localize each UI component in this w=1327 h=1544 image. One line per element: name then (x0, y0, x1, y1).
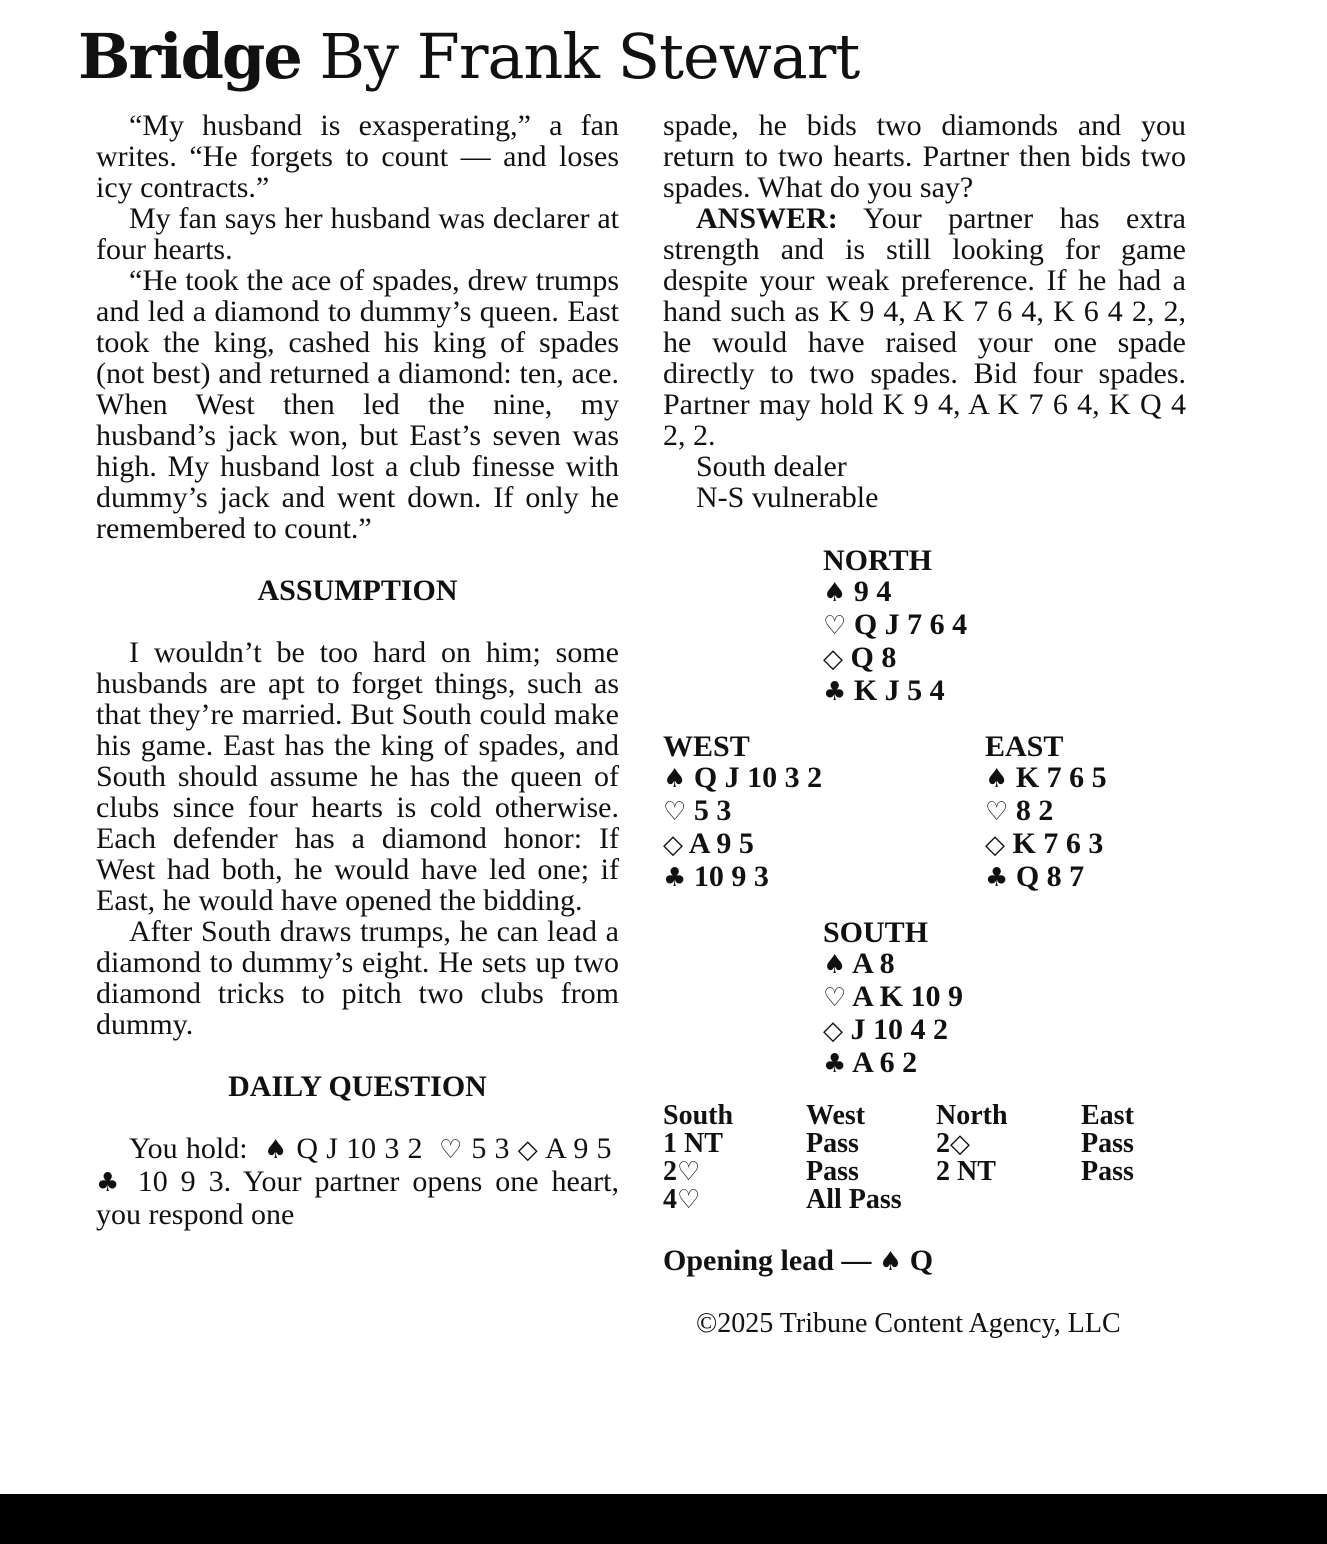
auction-header: West (806, 1100, 866, 1131)
diamond-icon: ◇ (517, 1135, 539, 1165)
club-icon: ♣ (985, 863, 1009, 893)
club-icon: ♣ (823, 1049, 847, 1079)
auction-header: South (663, 1100, 734, 1131)
answer-label: ANSWER: (696, 202, 838, 235)
heart-icon: ♡ (439, 1135, 464, 1165)
bid: 4♡ (663, 1184, 701, 1215)
paragraph: “My husband is exasperating,” a fan writes. “He forgets to count — and loses icy contracts.” (96, 109, 619, 204)
paragraph: I wouldn’t be too hard on him; some husbands are apt to forget things, such as that they’re married. But South could make his game. East has the king of spades, and South should assume he has the queen of clubs since four hearts is cold otherwise. Each defender has a diamond honor: If West had both, he would have led one; if East, he would have opened the bidding. (96, 636, 619, 917)
paragraph: My fan says her husband was declarer at four hearts. (96, 202, 619, 266)
auction-header: North (936, 1100, 1008, 1131)
diamond-icon: ◇ (823, 1016, 843, 1046)
title-bridge: Bridge (78, 20, 301, 93)
copyright: ©2025 Tribune Content Agency, LLC (696, 1308, 1121, 1339)
auction-header: East (1081, 1100, 1134, 1131)
bid: Pass (806, 1128, 859, 1159)
paragraph: spade, he bids two diamonds and you return to two hearts. Partner then bids two spades. What do you say? (663, 109, 1186, 204)
hand-west: WEST ♠ Q J 10 3 2 ♡ 5 3 ◇ A 9 5 ♣ 10 9 3 (663, 730, 823, 893)
bid: 1 NT (663, 1128, 723, 1159)
spade-icon: ♠ (985, 764, 1009, 794)
vulnerability-line: N-S vulnerable (696, 481, 879, 514)
spade-icon: ♠ (878, 1247, 903, 1277)
hand-east: EAST ♠ K 7 6 5 ♡ 8 2 ◇ K 7 6 3 ♣ Q 8 7 (985, 730, 1107, 893)
bid: 2 NT (936, 1156, 996, 1187)
heart-icon: ♡ (677, 1157, 701, 1187)
deal-diagram (663, 525, 1186, 1085)
bid: 2♡ (663, 1156, 701, 1187)
dealer-line: South dealer (696, 450, 847, 483)
hand-label: NORTH (823, 544, 932, 577)
right-column (663, 110, 1186, 1085)
heart-icon: ♡ (985, 797, 1009, 827)
club-icon: ♣ (663, 863, 687, 893)
bid: All Pass (806, 1184, 902, 1215)
hand-north: NORTH ♠ 9 4 ♡ Q J 7 6 4 ◇ Q 8 ♣ K J 5 4 (823, 544, 968, 707)
bid: Pass (1081, 1128, 1134, 1159)
hand-label: WEST (663, 730, 750, 763)
paragraph: After South draws trumps, he can lead a diamond to dummy’s eight. He sets up two diamond tricks to pitch two clubs from dummy. (96, 915, 619, 1041)
page-title (78, 22, 859, 92)
spade-icon: ♠ (823, 578, 847, 608)
diamond-icon: ◇ (823, 644, 843, 674)
section-heading-assumption: ASSUMPTION (257, 574, 458, 607)
diamond-icon: ◇ (950, 1129, 970, 1159)
hand-label: SOUTH (823, 916, 929, 949)
heart-icon: ♡ (823, 983, 847, 1013)
club-icon: ♣ (823, 677, 847, 707)
left-column (96, 110, 619, 1230)
heart-icon: ♡ (663, 797, 687, 827)
spade-icon: ♠ (663, 764, 687, 794)
heart-icon: ♡ (823, 611, 847, 641)
club-icon: ♣ (96, 1168, 125, 1198)
hand-label: EAST (985, 730, 1064, 763)
bid: Pass (806, 1156, 859, 1187)
answer-paragraph: ANSWER: Your partner has extra strength and is still looking for game despite your weak preference. If he had a hand such as K 9 4, A K 7 6 4, K 6 4 2, 2, he would have raised your one spade directly to two spades. Bid four spades. Partner may hold K 9 4, A K 7 6 4, K Q 4 2, 2. (663, 202, 1186, 452)
spade-icon: ♠ (823, 950, 847, 980)
section-heading-daily-question: DAILY QUESTION (228, 1070, 487, 1103)
bid: Pass (1081, 1156, 1134, 1187)
daily-question: You hold: ♠ Q J 10 3 2 ♡ 5 3 ◇ A 9 5 ♣ 10 9 3. Your partner opens one heart, you respond one (96, 1132, 619, 1231)
title-byline: By Frank Stewart (319, 20, 860, 93)
heart-icon: ♡ (677, 1185, 701, 1215)
bottom-bar (0, 1494, 1327, 1544)
paragraph: “He took the ace of spades, drew trumps and led a diamond to dummy’s queen. East took the king, cashed his king of spades (not best) and returned a diamond: ten, ace. When West then led the nine, my husband’s jack won, but East’s seven was high. My husband lost a club finesse with dummy’s jack and went down. If only he remembered to count.” (96, 264, 619, 545)
spade-icon: ♠ (264, 1135, 289, 1165)
bid: 2◇ (936, 1128, 970, 1159)
diamond-icon: ◇ (985, 830, 1005, 860)
diamond-icon: ◇ (663, 830, 683, 860)
hand-south: SOUTH ♠ A 8 ♡ A K 10 9 ◇ J 10 4 2 ♣ A 6 2 (823, 916, 964, 1079)
opening-lead: Opening lead — ♠ Q (663, 1244, 934, 1277)
